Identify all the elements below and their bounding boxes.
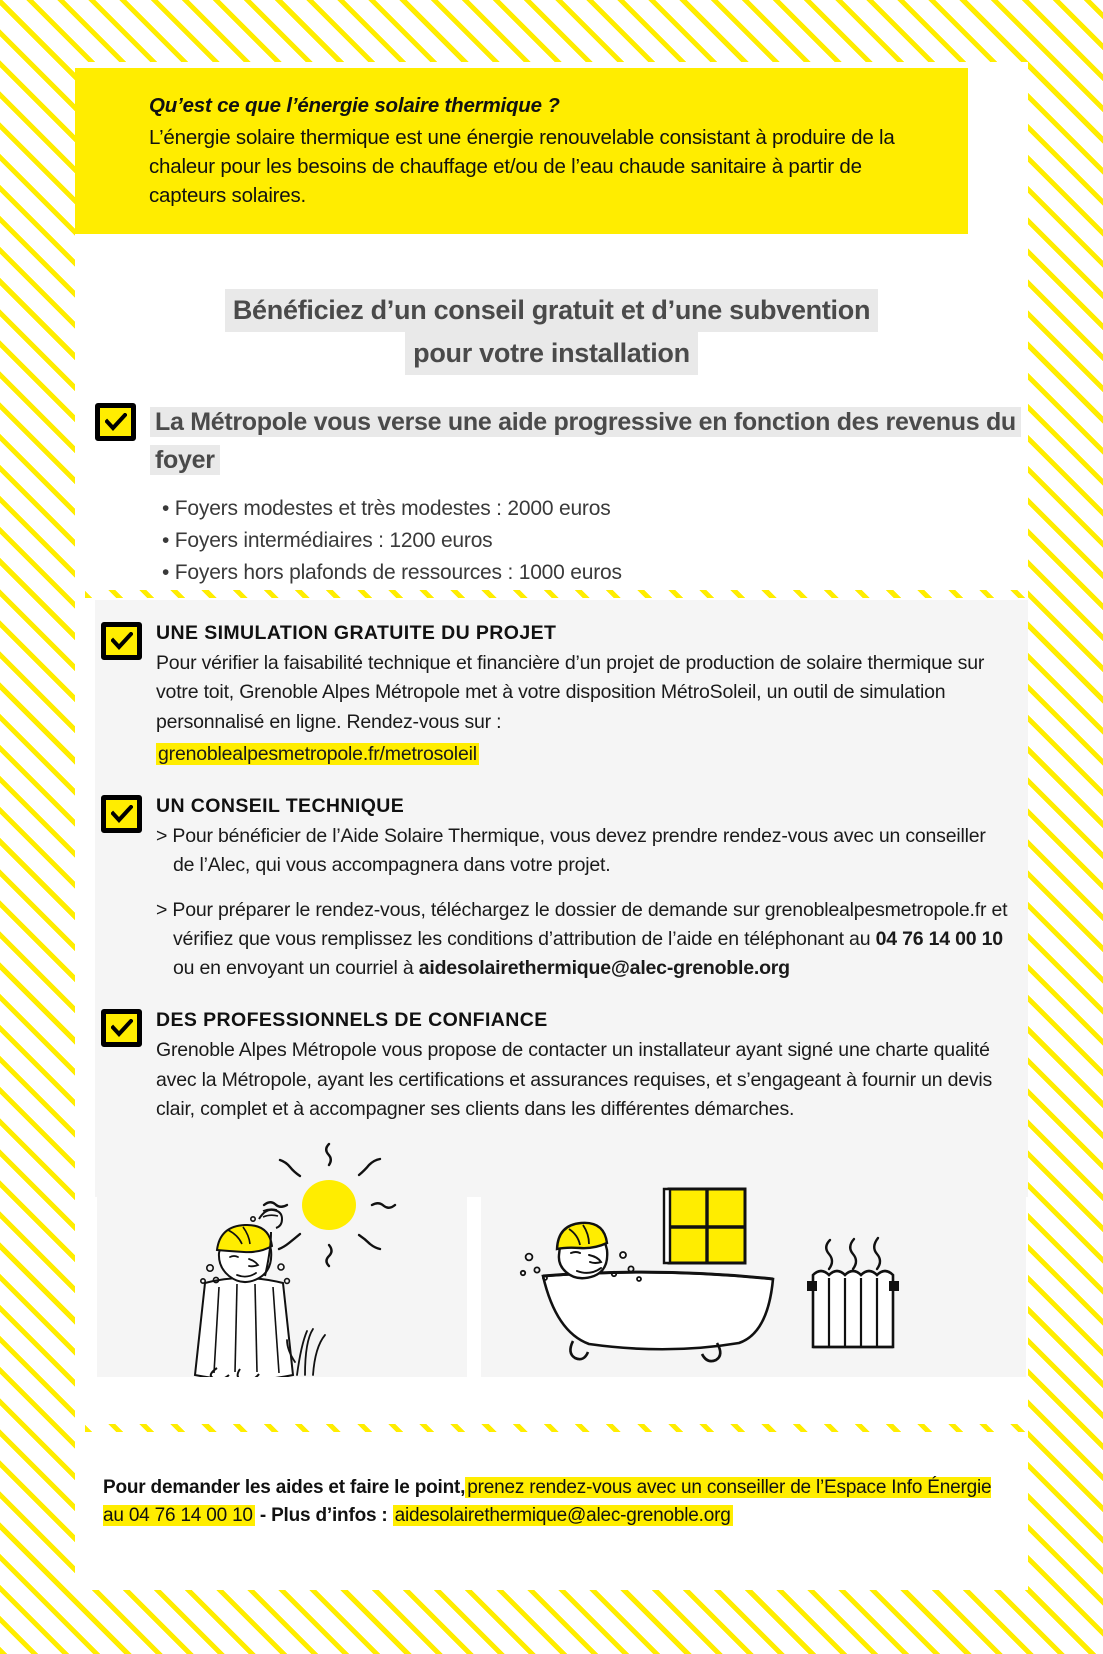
headline-line-2: pour votre installation [405, 332, 698, 375]
conseil-phone: 04 76 14 00 10 [875, 927, 1003, 950]
conseil-point-2-text-b: ou en envoyant un courriel à [173, 957, 419, 979]
aide-list [150, 493, 1028, 589]
checkbox-checked-icon [101, 795, 142, 833]
list-item: • Foyers intermédiaires : 1200 euros [162, 525, 1028, 557]
checkbox-checked-icon [101, 622, 142, 660]
info-panel [95, 600, 1028, 1197]
illustration-shower [97, 1137, 467, 1377]
intro-box [75, 68, 968, 234]
checkbox-checked-icon [101, 1009, 142, 1047]
simulation-body: Pour vérifier la faisabilité technique et financière d’un projet de production de solaire thermique sur votre toit, Grenoble Alpes Métropole met à votre disposition MétroSoleil, un outil de simulation personnalisé en ligne. Rendez-vous sur : [156, 652, 985, 733]
list-item: • Foyers modestes et très modestes : 2000 euros [162, 493, 1028, 525]
divider-dashed-top [85, 590, 1028, 598]
content-card [75, 62, 1028, 1590]
professionnels-title: DES PROFESSIONNELS DE CONFIANCE [156, 1009, 548, 1032]
footer-highlight-1: prenez rendez-vous avec un conseiller de l’Espace Info Énergie au 04 76 14 00 10 [103, 1477, 992, 1526]
page-headline [75, 289, 1028, 375]
intro-body: L’énergie solaire thermique est une énergie renouvelable consistant à produire de la chaleur pour les besoins de chauffage et/ou de l’eau chaude sanitaire à partir de capteurs solaires. [149, 126, 895, 208]
aide-title-wrap [150, 403, 1028, 479]
aide-title: La Métropole vous verse une aide progressive en fonction des revenus du foyer [150, 407, 1021, 475]
checkbox-checked-icon [95, 403, 136, 441]
simulation-url-wrap [156, 740, 1010, 769]
section-conseil-technique [101, 795, 1010, 983]
section-simulation [101, 622, 1010, 769]
footer-mid: - Plus d’infos : [254, 1504, 393, 1526]
section-professionnels [101, 1009, 1010, 1124]
divider-dashed-bottom [85, 1424, 1028, 1432]
illustration-bathtub [481, 1137, 1026, 1377]
intro-title: Qu’est ce que l’énergie solaire thermique ? [149, 94, 560, 117]
section-aide-progressive [95, 403, 1028, 605]
metrosoleil-url[interactable]: grenoblealpesmetropole.fr/metrosoleil [158, 742, 477, 765]
simulation-title: UNE SIMULATION GRATUITE DU PROJET [156, 622, 557, 644]
footer-lead: Pour demander les aides et faire le point, [103, 1477, 466, 1498]
footer-highlight-2[interactable]: aidesolairethermique@alec-grenoble.org [394, 1504, 731, 1526]
professionnels-body: Grenoble Alpes Métropole vous propose de contacter un installateur ayant signé une charte qualité avec la Métropole, ayant les certifications et assurances requises, et s’engageant à fournir un devis clair, complet et à accompagner ses clients dans les différentes démarches. [156, 1039, 993, 1120]
footer [103, 1474, 1003, 1529]
headline-line-1: Bénéficiez d’un conseil gratuit et d’une subvention [225, 289, 878, 332]
conseil-point-2 [156, 896, 1010, 984]
conseil-point-2-text-a: > Pour préparer le rendez-vous, téléchargez le dossier de demande sur grenoblealpesmetropole.fr et vérifiez que vous remplissez les conditions d’attribution de l’aide en téléphonant au [156, 898, 1008, 950]
list-item: • Foyers hors plafonds de ressources : 1000 euros [162, 557, 1028, 589]
conseil-email[interactable]: aidesolairethermique@alec-grenoble.org [418, 957, 790, 979]
conseil-title: UN CONSEIL TECHNIQUE [156, 795, 405, 817]
illustration-row [97, 1137, 1026, 1377]
conseil-point-1: > Pour bénéficier de l’Aide Solaire Thermique, vous devez prendre rendez-vous avec un conseiller de l’Alec, qui vous accompagnera dans votre projet. [156, 825, 986, 877]
